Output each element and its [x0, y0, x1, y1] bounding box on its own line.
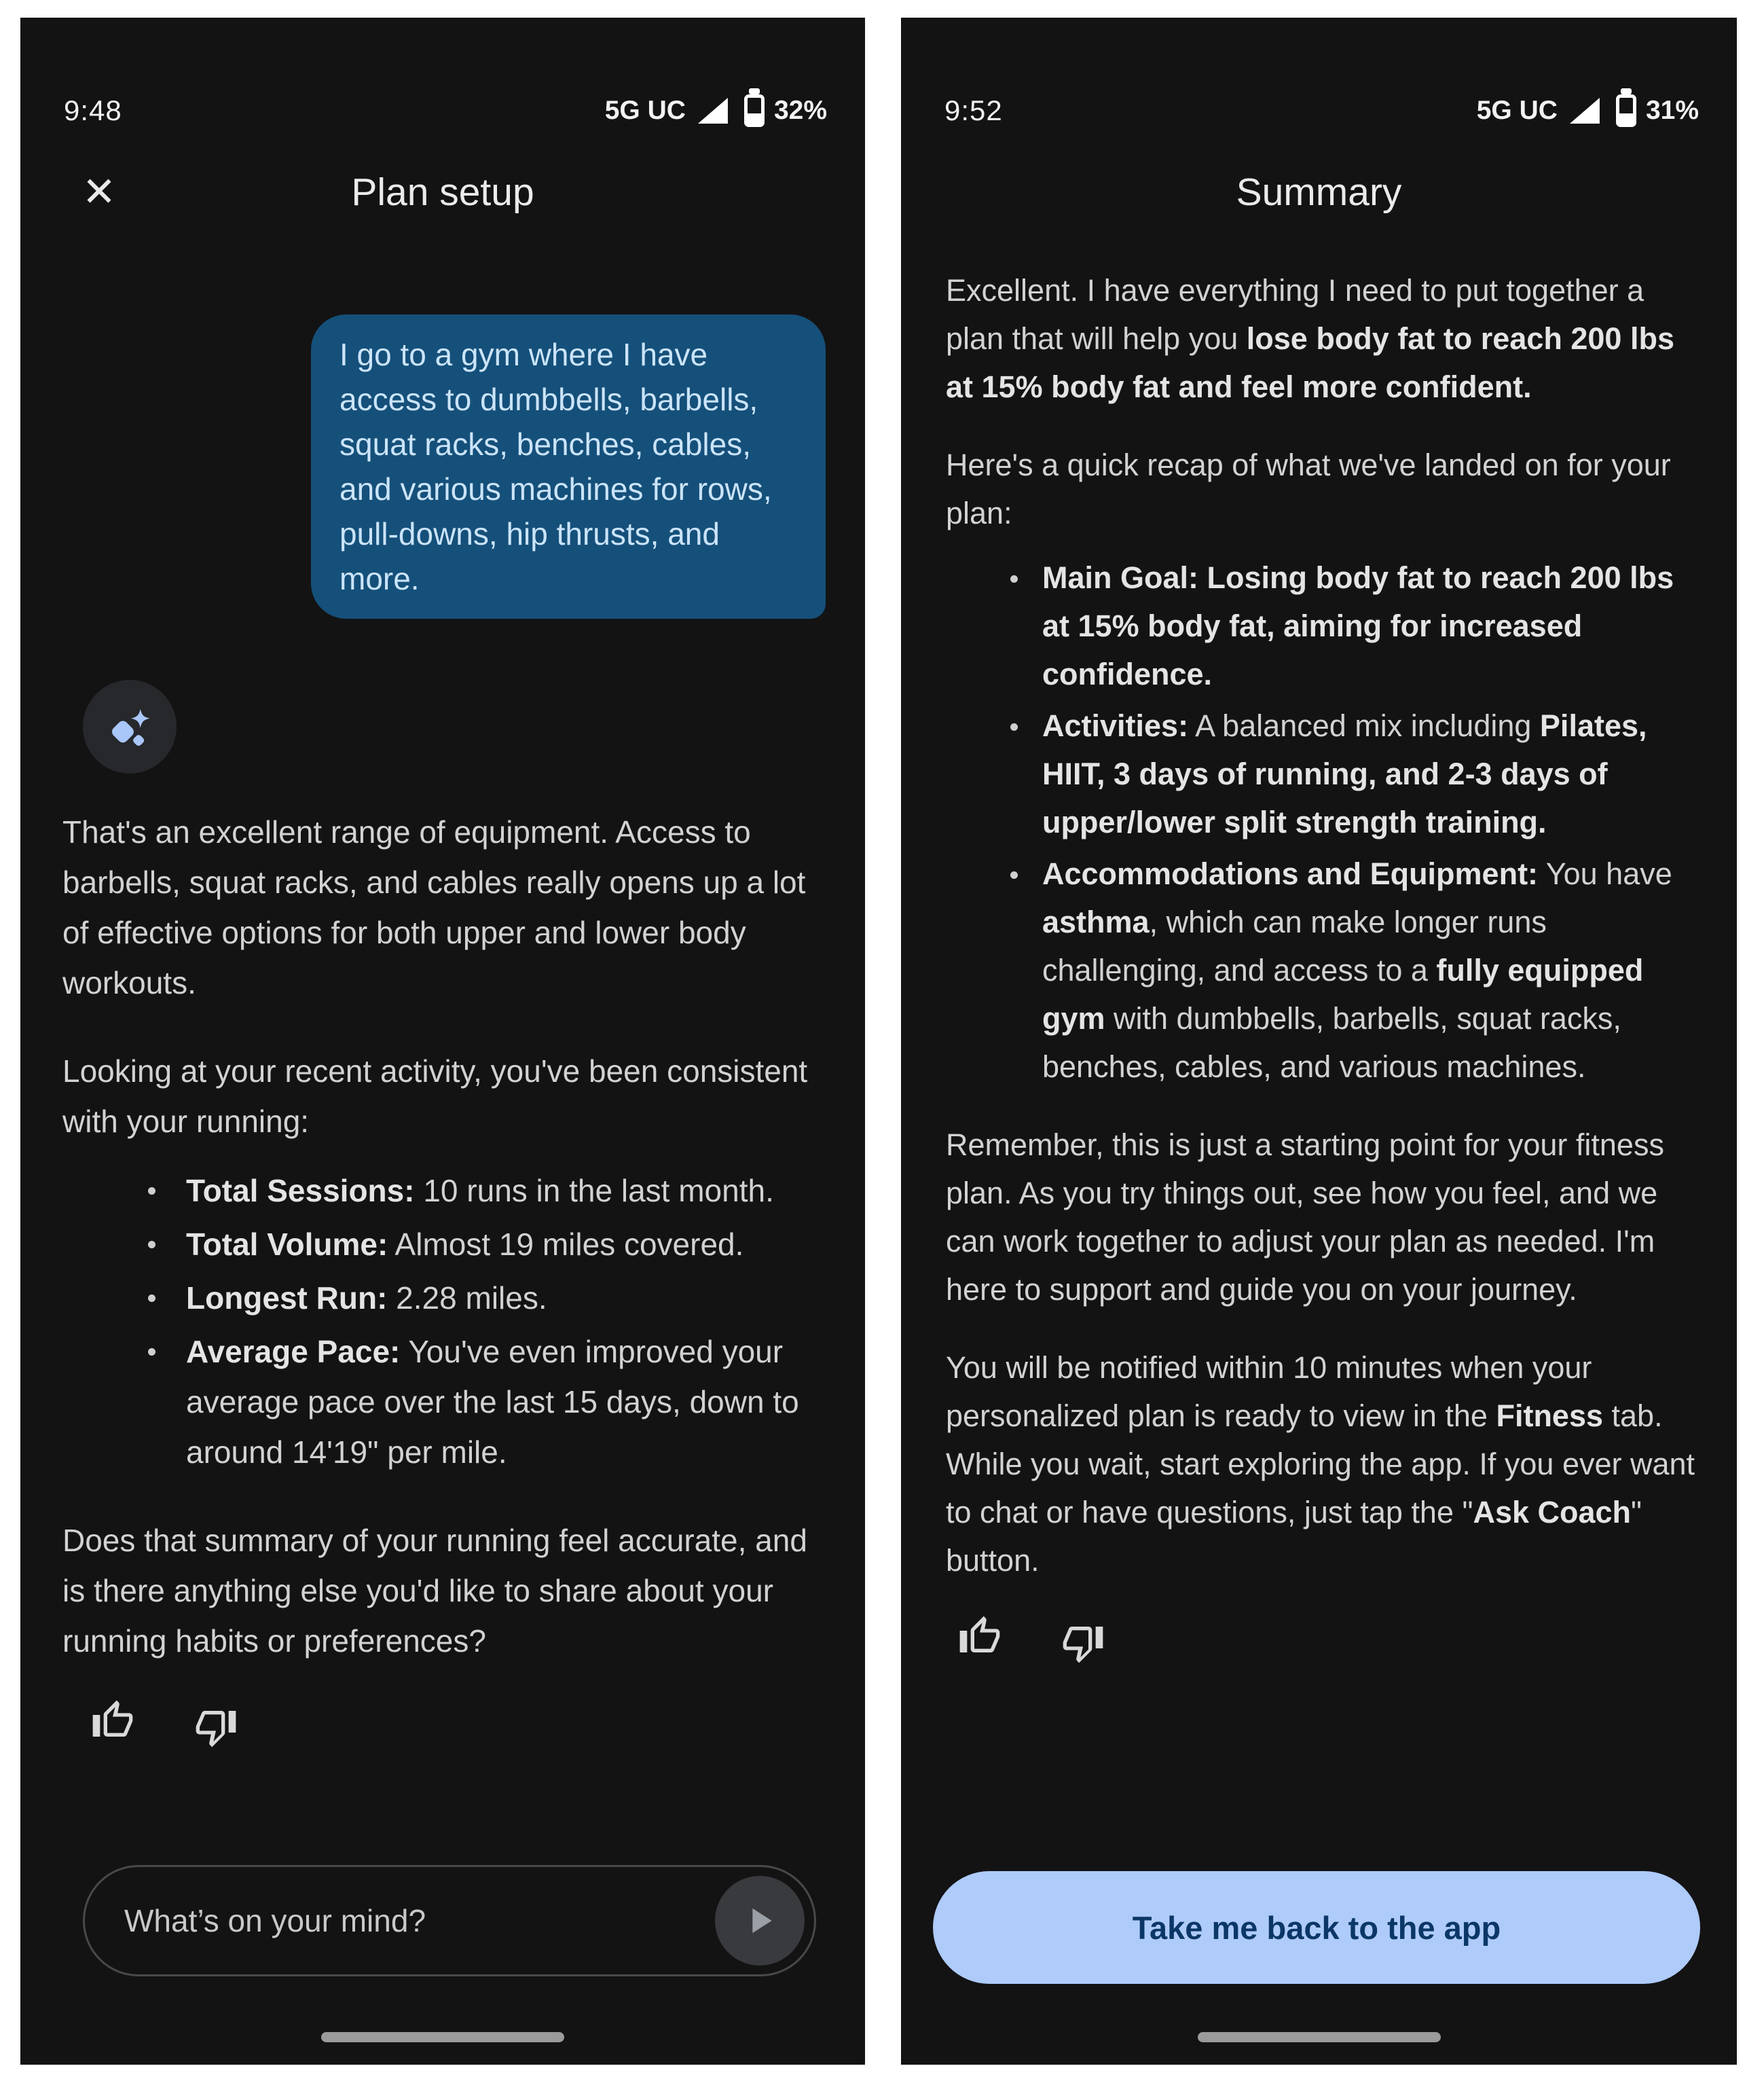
summary-recap-lead: Here's a quick recap of what we've landed on for your plan:	[946, 448, 1671, 530]
list-item: Total Volume: Almost 19 miles covered.	[62, 1219, 815, 1269]
thumb-down-icon[interactable]	[194, 1705, 238, 1749]
chat-input[interactable]	[123, 1902, 715, 1940]
list-item: Main Goal: Losing body fat to reach 200 lbs at 15% body fat, aiming for increased confidence.	[946, 554, 1698, 698]
thumb-up-icon[interactable]	[91, 1699, 134, 1742]
status-icons	[605, 94, 827, 127]
summary-screen	[901, 18, 1737, 2065]
summary-outro: You will be notified within 10 minutes when your personalized plan is ready to view in the Fitness tab. While you wait, start exploring the app. If you ever want to chat or have questions, just tap the "Ask Coach" button.	[946, 1350, 1695, 1578]
clock: 9:48	[64, 94, 122, 126]
list-item: Longest Run: 2.28 miles.	[62, 1273, 815, 1323]
battery-percent: 31%	[1645, 96, 1699, 125]
chat-composer[interactable]	[83, 1865, 816, 1976]
summary-outro: Remember, this is just a starting point for your fitness plan. As you try things out, see how you feel, and we can work together to adjust your plan as needed. I'm here to support and guide you on your journey.	[946, 1127, 1664, 1307]
assistant-avatar	[83, 680, 177, 774]
thumb-down-icon[interactable]	[1061, 1621, 1105, 1665]
running-stats-list	[62, 1165, 815, 1477]
page-title: Plan setup	[351, 170, 534, 214]
status-bar	[944, 91, 1699, 130]
battery-icon	[744, 94, 765, 127]
network-label: 5G UC	[604, 96, 686, 125]
assistant-summary	[946, 266, 1698, 1665]
signal-icon	[698, 98, 728, 124]
list-item: Average Pace: You've even improved your average pace over the last 15 days, down to around 14'19" per mile.	[62, 1326, 815, 1477]
assistant-paragraph: That's an excellent range of equipment. Access to barbells, squat racks, and cables really opens up a lot of effective options for both upper and lower body workouts.	[62, 814, 806, 1000]
send-icon	[738, 1899, 782, 1942]
send-button[interactable]	[715, 1876, 805, 1966]
plan-setup-screen	[20, 18, 865, 2065]
network-label: 5G UC	[1476, 96, 1558, 125]
summary-intro: Excellent. I have everything I need to put together a plan that will help you lose body fat to reach 200 lbs at 15% body fat and feel more confident.	[946, 273, 1674, 404]
list-item: Accommodations and Equipment: You have asthma, which can make longer runs challenging, and access to a fully equipped gym with dumbbells, barbells, squat racks, benches, cables, and various machines.	[946, 850, 1698, 1091]
battery-percent: 32%	[773, 96, 827, 125]
assistant-paragraph: Looking at your recent activity, you've been consistent with your running:	[62, 1053, 808, 1139]
sparkle-icon	[101, 698, 158, 755]
clock: 9:52	[944, 94, 1003, 126]
status-icons	[1477, 94, 1699, 127]
list-item: Total Sessions: 10 runs in the last month.	[62, 1165, 815, 1216]
assistant-paragraph: Does that summary of your running feel accurate, and is there anything else you'd like to share about your running habits or preferences?	[62, 1523, 807, 1659]
list-item: Activities: A balanced mix including Pilates, HIIT, 3 days of running, and 2-3 days of upper/lower split strength training.	[946, 702, 1698, 846]
header	[901, 162, 1737, 223]
header	[20, 162, 865, 223]
feedback-row	[91, 1699, 815, 1749]
signal-icon	[1570, 98, 1600, 124]
user-message-bubble: I go to a gym where I have access to dumbbells, barbells, squat racks, benches, cables, and various machines for rows, pull-downs, hip thrusts, and more.	[311, 314, 826, 619]
plan-recap-list	[946, 554, 1698, 1091]
page-title: Summary	[1236, 170, 1402, 214]
assistant-message	[62, 807, 815, 1749]
back-to-app-button[interactable]: Take me back to the app	[933, 1871, 1700, 1984]
status-bar	[64, 91, 827, 130]
feedback-row	[958, 1614, 1698, 1665]
home-indicator[interactable]	[1198, 2032, 1441, 2042]
thumb-up-icon[interactable]	[958, 1614, 1002, 1658]
home-indicator[interactable]	[321, 2032, 564, 2042]
battery-icon	[1616, 94, 1636, 127]
close-icon[interactable]: ✕	[81, 169, 117, 215]
